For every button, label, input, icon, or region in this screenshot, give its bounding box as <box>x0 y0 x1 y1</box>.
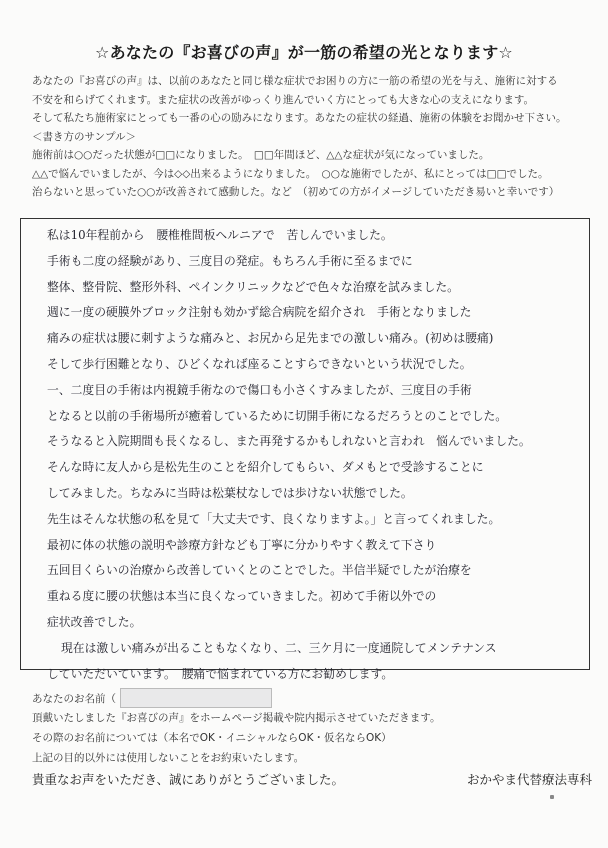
handwritten-line: 先生はそんな状態の私を見て「大丈夫です、良くなりますよ。」と言ってくれました。 <box>47 511 501 526</box>
handwritten-testimonial <box>47 223 587 687</box>
handwritten-line: してみました。ちなみに当時は松葉杖なしでは歩けない状態でした。 <box>47 485 413 500</box>
intro-section <box>32 72 592 202</box>
thanks-row <box>32 770 592 788</box>
handwritten-line: 整体、整骨院、整形外科、ペインクリニックなどで色々な治療を試みました。 <box>47 279 459 294</box>
handwritten-line: 手術も二度の経験があり、三度目の発症。もちろん手術に至るまでに <box>47 253 413 268</box>
name-field[interactable] <box>120 688 272 708</box>
sample-line: △△で悩んでいましたが、今は◇◇出来るようになりました。 ○○な施術でしたが、私にとっては□□でした。 <box>32 167 549 180</box>
page-title: ☆あなたの『お喜びの声』が一筋の希望の光となります☆ <box>95 43 513 62</box>
handwritten-line: 五回目くらいの治療から改善していくとのことでした。半信半疑でしたが治療を <box>47 563 472 578</box>
handwritten-line: していただいています。 腰痛で悩まれている方にお勧めします。 <box>47 666 394 681</box>
handwritten-line: そんな時に友人から是松先生のことを紹介してもらい、ダメもとで受診することに <box>47 460 484 475</box>
intro-line: 不安を和らげてくれます。また症状の改善がゆっくり進んでいく方にとっても大きな心の支えになります。 <box>32 93 535 106</box>
handwritten-line: 重ねる度に腰の状態は本当に良くなっていきました。初めて手術以外での <box>47 589 437 604</box>
name-row <box>32 688 592 708</box>
footer-note: その際のお名前については（本名でOK・イニシャルならOK・仮名ならOK） <box>32 732 392 744</box>
handwritten-line: 一、二度目の手術は内視鏡手術なので傷口も小さくすみましたが、三度目の手術 <box>47 382 472 397</box>
thanks-message: 貴重なお声をいただき、誠にありがとうございました。 <box>32 772 345 787</box>
handwritten-line: 最初に体の状態の説明や診療方針なども丁寧に分かりやすく教えて下さり <box>47 537 437 552</box>
handwritten-line: 現在は激しい痛みが出ることもなくなり、二、三ケ月に一度通院してメンテナンス <box>61 640 497 655</box>
name-label: あなたのお名前（ <box>32 692 116 705</box>
sample-heading: ＜書き方のサンプル＞ <box>32 130 137 143</box>
handwritten-line: 私は10年程前から 腰椎椎間板ヘルニアで 苦しんでいました。 <box>47 228 393 242</box>
footer-note: 上記の目的以外には使用しないことをお約束いたします。 <box>32 752 305 764</box>
handwritten-line: 週に一度の硬膜外ブロック注射も効かず総合病院を紹介され 手術となりました <box>47 305 472 320</box>
handwritten-line: そうなると入院期間も長くなるし、また再発するかもしれないと言われ 悩んでいました。 <box>47 434 531 449</box>
intro-line: あなたの『お喜びの声』は、以前のあなたと同じ様な症状でお困りの方に一筋の希望の光を与え、施術に対する <box>32 75 558 87</box>
handwritten-line: そして歩行困難となり、ひどくなれば座ることすらできないという状況でした。 <box>47 356 472 371</box>
footer-note: 頂戴いたしました『お喜びの声』をホームページ掲載や院内掲示させていただきます。 <box>32 712 441 724</box>
sample-line: 治らないと思っていた○○が改善されて感動した。など （初めての方がイメージしていただき易いと幸いです） <box>32 186 560 198</box>
clinic-name: おかやま代替療法専科 <box>466 772 592 787</box>
footer-section <box>32 688 592 768</box>
testimonial-box <box>20 218 590 681</box>
sample-line: 施術前は○○だった状態が□□になりました。 □□年間ほど、△△な症状が気になっていました。 <box>32 149 490 161</box>
intro-line: そして私たち施術家にとっても一番の心の励みになります。あなたの症状の経過、施術の体験をお聞かせ下さい。 <box>32 112 567 124</box>
handwritten-line: となると以前の手術場所が癒着しているために切開手術になるだろうとのことでした。 <box>47 408 508 423</box>
handwritten-line: 症状改善でした。 <box>47 614 142 629</box>
handwritten-line: 痛みの症状は腰に刺すような痛みと、お尻から足先までの激しい痛み。(初めは腰痛) <box>47 331 494 346</box>
scan-mark <box>550 795 554 799</box>
